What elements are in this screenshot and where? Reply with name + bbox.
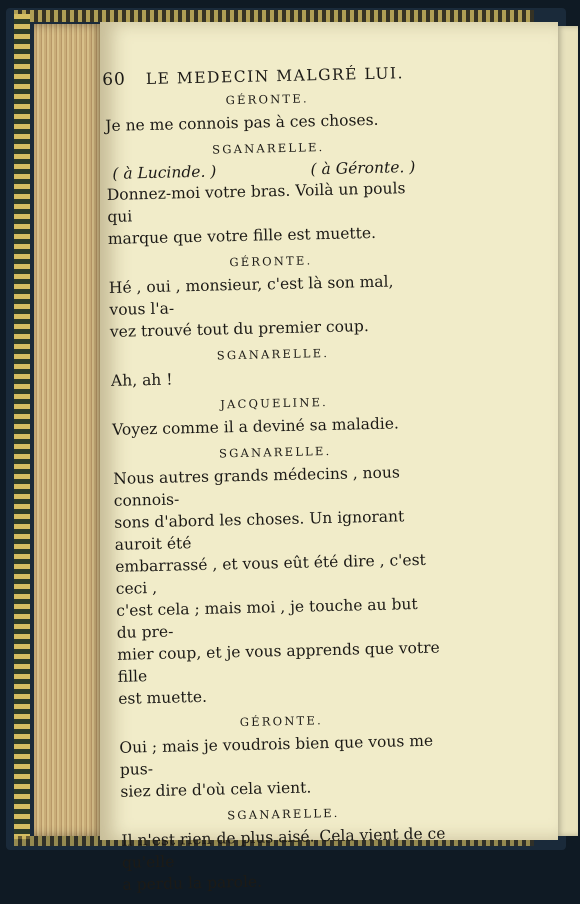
speech-block [113, 442, 444, 710]
speech-line: Oui ; mais je voudrois bien que vous me pus- [119, 731, 434, 779]
gilt-border-top [14, 10, 534, 22]
speech-line: siez dire d'où cela vient. [120, 778, 312, 801]
speech-line: marque que votre fille est muette. [107, 223, 377, 248]
speech-block [111, 393, 437, 441]
page-number: 60 [102, 69, 127, 91]
speech-block [105, 89, 431, 137]
gilt-spine-border [14, 14, 30, 840]
stage-direction: ( à Géronte. ) [310, 157, 416, 179]
speech-line: Il n'est rien de plus aisé. Cela vient de ce qu'elle [121, 824, 446, 872]
speaker-name: JACQUELINE. [220, 395, 329, 412]
speech-block [110, 344, 436, 392]
page-edges [34, 24, 104, 836]
speaker-name: SGANARELLE. [227, 805, 340, 823]
speech-line: Nous autres grands médecins , nous connois- [113, 463, 401, 510]
speech-line: est muette. [118, 687, 208, 708]
speech-line: Je ne me connois pas à ces choses. [105, 110, 379, 135]
speech-line: mier coup, et je vous apprends que votre fille [117, 638, 440, 686]
speech-line: sons d'abord les choses. Un ignorant auroit été [114, 507, 405, 554]
page-text [104, 63, 448, 904]
speech-block [106, 138, 433, 250]
speaker-name: SGANARELLE. [212, 140, 325, 157]
speaker-name: GÉRONTE. [229, 253, 313, 270]
speech-line: Voyez comme il a deviné sa maladie. [111, 414, 400, 439]
speech-line: vez trouvé tout du premier coup. [109, 317, 369, 341]
speech-line: c'est cela ; mais moi , je touche au but du pre- [116, 595, 418, 642]
speaker-name: GÉRONTE. [239, 713, 323, 730]
speech-line: Donnez-moi votre bras. Voilà un pouls qui [106, 179, 406, 226]
speech-block [121, 803, 448, 895]
speech-line: Ah, ah ! [110, 370, 173, 390]
speech-line: Hé , oui , monsieur, c'est là son mal, vous l'a- [108, 272, 394, 319]
speech-block [108, 251, 435, 343]
speech-line: embarrassé , et vous eût été dire , c'est ceci , [115, 550, 426, 598]
speech-line: a perdu la parole. [122, 872, 263, 894]
speaker-name: SGANARELLE. [216, 345, 330, 363]
speech-block [119, 710, 446, 802]
speaker-name: SGANARELLE. [218, 443, 332, 461]
running-title: LE MEDECIN MALGRÉ LUI. [145, 64, 405, 89]
stage-direction: ( à Lucinde. ) [112, 162, 217, 183]
speaker-name: GÉRONTE. [225, 91, 309, 108]
facing-page-edge [556, 26, 578, 836]
